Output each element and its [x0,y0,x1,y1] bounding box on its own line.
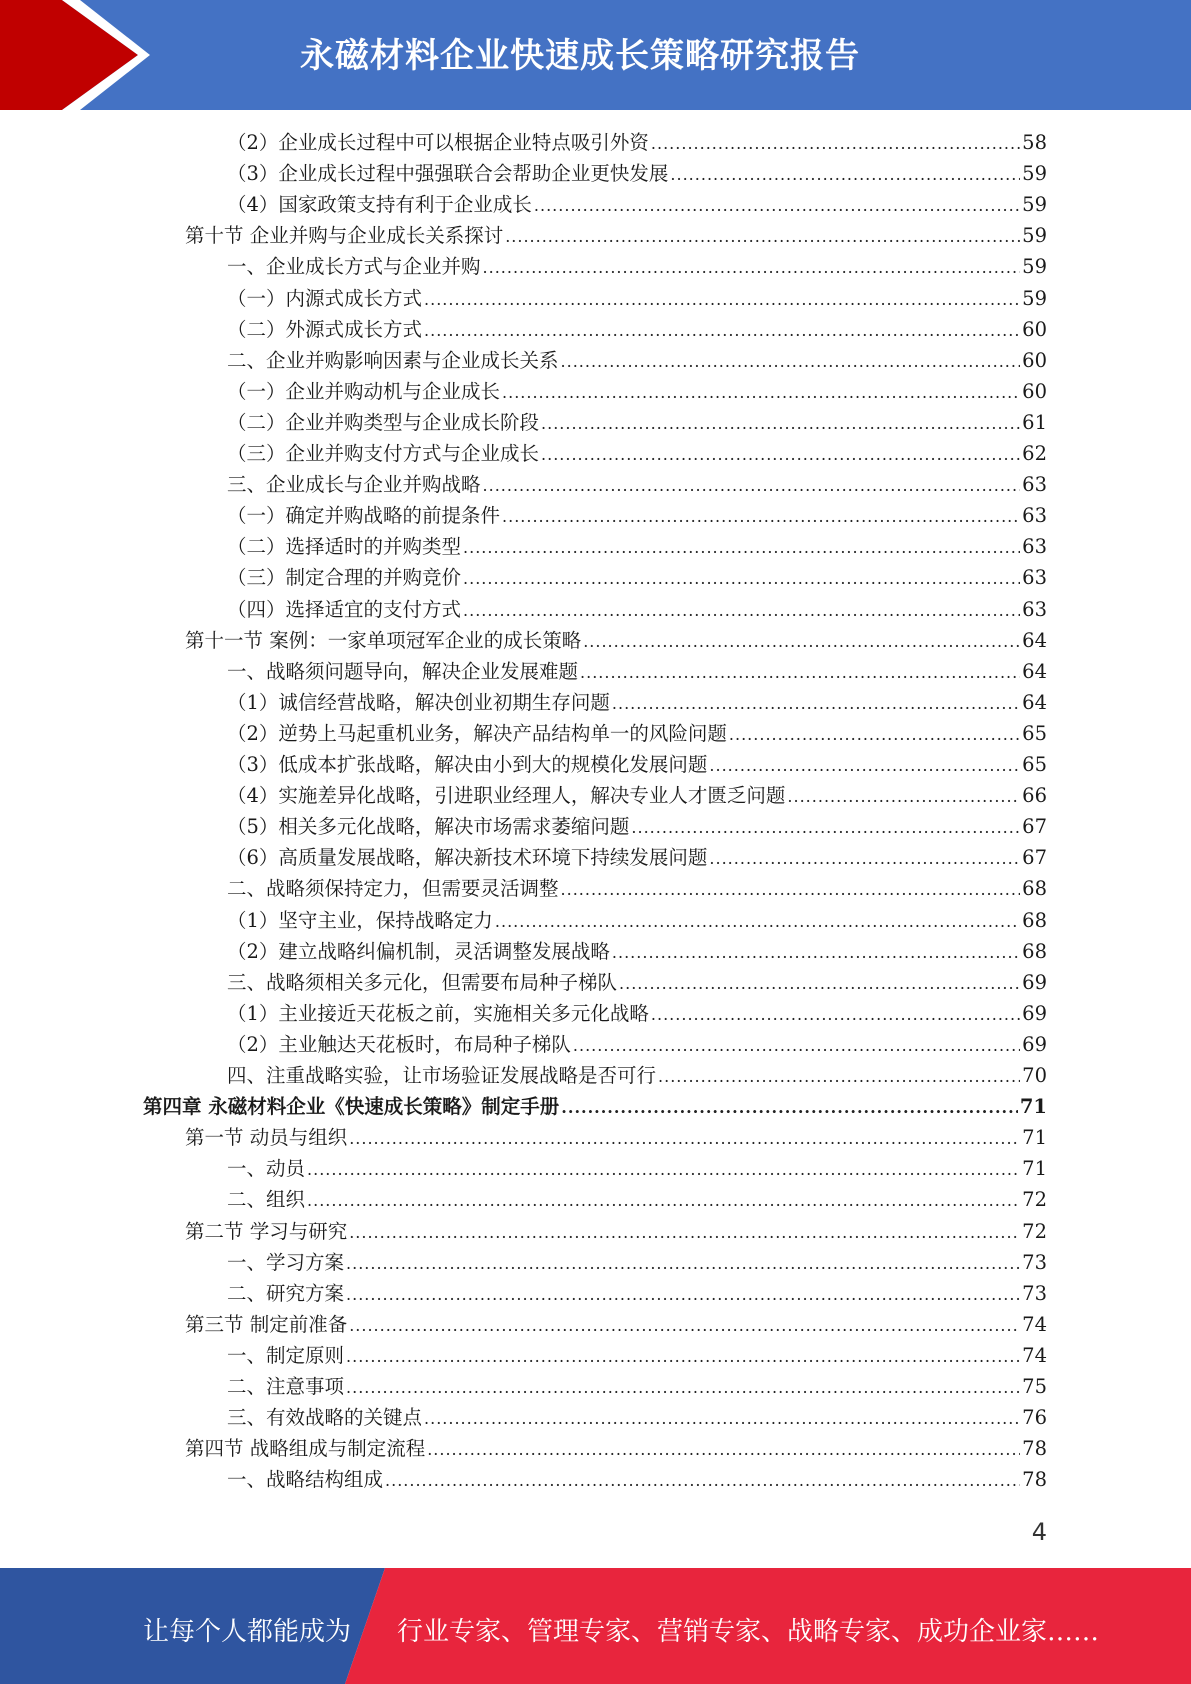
toc-dot-leader [424,315,1020,346]
toc-dot-leader [573,1030,1020,1061]
toc-dot-leader [787,781,1020,812]
toc-entry-page: 59 [1022,255,1047,279]
toc-entry-label: 一、动员 [227,1157,306,1181]
toc-entry-label: 第四章 永磁材料企业《快速成长策略》制定手册 [143,1095,560,1119]
toc-entry[interactable] [185,1309,1047,1340]
toc-entry-page: 60 [1022,317,1047,341]
toc-entry[interactable] [227,469,1047,500]
page-header [0,0,1191,110]
toc-entry-label: （2）建立战略纠偏机制，灵活调整发展战略 [227,939,610,963]
toc-entry-page: 63 [1022,473,1047,497]
toc-entry-label: （四）选择适宜的支付方式 [227,597,462,621]
toc-entry-page: 63 [1022,566,1047,590]
toc-dot-leader [561,1092,1018,1123]
toc-entry[interactable] [227,749,1047,780]
toc-dot-leader [349,1217,1020,1248]
toc-entry-label: 二、组织 [227,1188,306,1212]
toc-entry-page: 68 [1022,939,1047,963]
toc-entry[interactable] [227,376,1047,407]
toc-entry-label: （二）选择适时的并购类型 [227,535,462,559]
toc-entry[interactable] [227,1184,1047,1215]
toc-entry[interactable] [227,967,1047,998]
toc-entry[interactable] [227,158,1047,189]
toc-entry-page: 63 [1022,535,1047,559]
toc-dot-leader [463,595,1020,626]
toc-entry[interactable] [227,1153,1047,1184]
toc-entry-label: 第四节 战略组成与制定流程 [185,1437,426,1461]
toc-dot-leader [631,812,1020,843]
toc-dot-leader [670,159,1020,190]
toc-entry-label: （4）国家政策支持有利于企业成长 [227,193,532,217]
toc-dot-leader [619,968,1020,999]
toc-entry[interactable] [227,873,1047,904]
toc-entry[interactable] [227,998,1047,1029]
toc-entry-page: 68 [1022,908,1047,932]
toc-entry-page: 72 [1022,1219,1047,1243]
toc-entry[interactable] [227,531,1047,562]
toc-entry[interactable] [227,407,1047,438]
toc-entry-page: 59 [1022,162,1047,186]
toc-entry-label: （3）低成本扩张战略，解决由小到大的规模化发展问题 [227,753,708,776]
toc-dot-leader [463,532,1020,563]
page-footer [0,1568,1191,1684]
toc-dot-leader [541,439,1020,470]
toc-entry-page: 68 [1022,877,1047,901]
toc-entry[interactable] [227,594,1047,625]
toc-dot-leader [502,377,1020,408]
toc-dot-leader [346,1372,1020,1403]
toc-dot-leader [651,128,1020,159]
toc-entry-page: 60 [1022,379,1047,403]
toc-entry-label: 一、战略结构组成 [227,1468,384,1492]
toc-entry[interactable] [227,780,1047,811]
footer-slogan-left: 让每个人都能成为 [143,1617,352,1647]
toc-entry[interactable] [227,283,1047,314]
toc-entry-page: 66 [1022,784,1047,808]
toc-entry[interactable] [143,1091,1047,1122]
toc-entry-page: 73 [1022,1250,1047,1274]
toc-dot-leader [427,1434,1020,1465]
toc-dot-leader [651,999,1020,1030]
toc-entry-page: 62 [1022,442,1047,465]
toc-entry-page: 59 [1022,286,1047,310]
toc-entry-page: 63 [1022,597,1047,621]
toc-entry-label: （二）企业并购类型与企业成长阶段 [227,410,540,434]
toc-entry[interactable] [227,1247,1047,1278]
toc-entry-label: （2）企业成长过程中可以根据企业特点吸引外资 [227,131,649,154]
toc-entry[interactable] [227,1340,1047,1371]
toc-entry-page: 58 [1022,131,1047,154]
toc-entry[interactable] [227,251,1047,282]
toc-entry-label: （1）诚信经营战略，解决创业初期生存问题 [227,690,610,714]
toc-entry-label: 第二节 学习与研究 [185,1219,348,1243]
toc-entry-page: 69 [1022,970,1047,994]
toc-entry[interactable] [185,220,1047,251]
toc-entry[interactable] [227,718,1047,749]
toc-entry-page: 64 [1022,690,1047,714]
toc-entry-label: （一）企业并购动机与企业成长 [227,379,501,403]
toc-entry-page: 71 [1019,1095,1047,1119]
toc-dot-leader [483,252,1021,283]
toc-dot-leader [541,408,1020,439]
toc-entry[interactable] [185,1216,1047,1247]
toc-entry-page: 75 [1022,1375,1047,1398]
toc-dot-leader [349,1123,1020,1154]
toc-entry-label: 第十一节 案例：一家单项冠军企业的成长策略 [185,628,582,652]
toc-entry-page: 69 [1022,1001,1047,1025]
toc-dot-leader [307,1154,1020,1185]
toc-entry-label: 二、注意事项 [227,1375,345,1398]
toc-dot-leader [612,688,1020,719]
toc-entry-page: 61 [1022,410,1047,434]
toc-entry[interactable] [227,1402,1047,1433]
toc-dot-leader [495,906,1020,937]
toc-dot-leader [561,346,1021,377]
page-number: 4 [1031,1518,1047,1546]
toc-entry-page: 74 [1022,1343,1047,1367]
toc-dot-leader [534,190,1020,221]
toc-entry-page: 71 [1022,1126,1047,1150]
toc-entry[interactable] [227,811,1047,842]
toc-entry[interactable] [227,1464,1047,1495]
toc-entry-label: （4）实施差异化战略，引进职业经理人，解决专业人才匮乏问题 [227,784,786,808]
toc-entry-label: （三）制定合理的并购竞价 [227,566,462,590]
footer-slogan-right: 行业专家、管理专家、营销专家、战略专家、成功企业家…… [397,1617,1100,1647]
toc-entry-page: 65 [1022,721,1047,745]
toc-entry-label: （6）高质量发展战略，解决新技术环境下持续发展问题 [227,846,708,870]
toc-dot-leader [385,1465,1020,1496]
toc-entry[interactable] [185,1433,1047,1464]
toc-entry[interactable] [227,500,1047,531]
toc-entry-label: （三）企业并购支付方式与企业成长 [227,442,540,465]
toc-entry[interactable] [227,656,1047,687]
toc-entry-label: （一）确定并购战略的前提条件 [227,504,501,528]
toc-entry-page: 59 [1022,193,1047,217]
toc-entry-page: 65 [1022,753,1047,776]
toc-entry-label: 二、战略须保持定力，但需要灵活调整 [227,877,559,901]
toc-entry-page: 74 [1022,1312,1047,1336]
toc-entry-label: 三、有效战略的关键点 [227,1406,423,1430]
toc-entry-label: 四、注重战略实验，让市场验证发展战略是否可行 [227,1064,657,1087]
toc-entry-label: （2）逆势上马起重机业务，解决产品结构单一的风险问题 [227,721,727,745]
toc-entry-page: 73 [1022,1281,1047,1305]
toc-dot-leader [709,843,1020,874]
toc-entry-label: 一、战略须问题导向，解决企业发展难题 [227,659,579,683]
toc-entry-page: 78 [1022,1468,1047,1492]
toc-entry[interactable] [227,438,1047,469]
toc-dot-leader [505,221,1020,252]
toc-entry[interactable] [227,1029,1047,1060]
toc-entry-page: 72 [1022,1188,1047,1212]
toc-entry-page: 76 [1022,1406,1047,1430]
toc-entry[interactable] [227,1278,1047,1309]
toc-entry-page: 67 [1022,846,1047,870]
toc-dot-leader [729,719,1020,750]
toc-entry[interactable] [227,189,1047,220]
toc-entry-label: 二、研究方案 [227,1281,345,1305]
toc-entry-page: 60 [1022,348,1047,372]
toc-entry-label: （3）企业成长过程中强强联合会帮助企业更快发展 [227,162,669,186]
toc-entry[interactable] [227,562,1047,593]
toc-entry[interactable] [227,936,1047,967]
toc-entry-page: 69 [1022,1032,1047,1056]
toc-dot-leader [424,1403,1020,1434]
toc-entry-page: 64 [1022,628,1047,652]
toc-entry[interactable] [185,625,1047,656]
toc-dot-leader [346,1341,1020,1372]
toc-dot-leader [483,470,1021,501]
toc-entry-label: （1）坚守主业，保持战略定力 [227,908,493,932]
toc-entry-label: （2）主业触达天花板时，布局种子梯队 [227,1032,571,1056]
toc-dot-leader [709,750,1020,781]
toc-entry-label: 一、学习方案 [227,1250,345,1274]
toc-dot-leader [612,937,1020,968]
toc-dot-leader [307,1185,1020,1216]
header-arrow-decoration [0,0,160,110]
toc-dot-leader [346,1248,1020,1279]
toc-entry-page: 64 [1022,659,1047,683]
toc-entry-label: 三、企业成长与企业并购战略 [227,473,481,497]
toc-entry[interactable] [227,1060,1047,1091]
toc-dot-leader [580,657,1020,688]
toc-entry-label: （二）外源式成长方式 [227,317,423,341]
toc-entry[interactable] [185,1122,1047,1153]
toc-entry[interactable] [227,127,1047,158]
toc-entry-label: 一、企业成长方式与企业并购 [227,255,481,279]
report-title: 永磁材料企业快速成长策略研究报告 [300,36,860,76]
toc-entry-label: 第一节 动员与组织 [185,1126,348,1150]
toc-entry-label: 一、制定原则 [227,1343,345,1367]
toc-entry-page: 71 [1022,1157,1047,1181]
toc-entry-page: 63 [1022,504,1047,528]
toc-entry[interactable] [227,905,1047,936]
toc-entry[interactable] [227,1371,1047,1402]
toc-entry[interactable] [227,687,1047,718]
toc-dot-leader [424,284,1020,315]
toc-dot-leader [463,563,1020,594]
toc-entry-label: （5）相关多元化战略，解决市场需求萎缩问题 [227,815,630,839]
toc-entry[interactable] [227,345,1047,376]
toc-entry-label: 二、企业并购影响因素与企业成长关系 [227,348,559,372]
toc-dot-leader [658,1061,1020,1092]
toc-dot-leader [561,874,1021,905]
toc-dot-leader [349,1310,1020,1341]
toc-entry[interactable] [227,314,1047,345]
toc-entry-label: 第三节 制定前准备 [185,1312,348,1336]
toc-entry[interactable] [227,842,1047,873]
toc-entry-label: （一）内源式成长方式 [227,286,423,310]
toc-entry-page: 59 [1022,224,1047,248]
toc-entry-label: 第十节 企业并购与企业成长关系探讨 [185,224,504,248]
toc-entry-page: 70 [1022,1064,1047,1087]
toc-entry-page: 78 [1022,1437,1047,1461]
toc-entry-label: 三、战略须相关多元化，但需要布局种子梯队 [227,970,618,994]
toc-dot-leader [583,626,1020,657]
toc-dot-leader [346,1279,1020,1310]
toc-entry-page: 67 [1022,815,1047,839]
toc-entry-label: （1）主业接近天花板之前，实施相关多元化战略 [227,1001,649,1025]
toc-dot-leader [502,501,1020,532]
